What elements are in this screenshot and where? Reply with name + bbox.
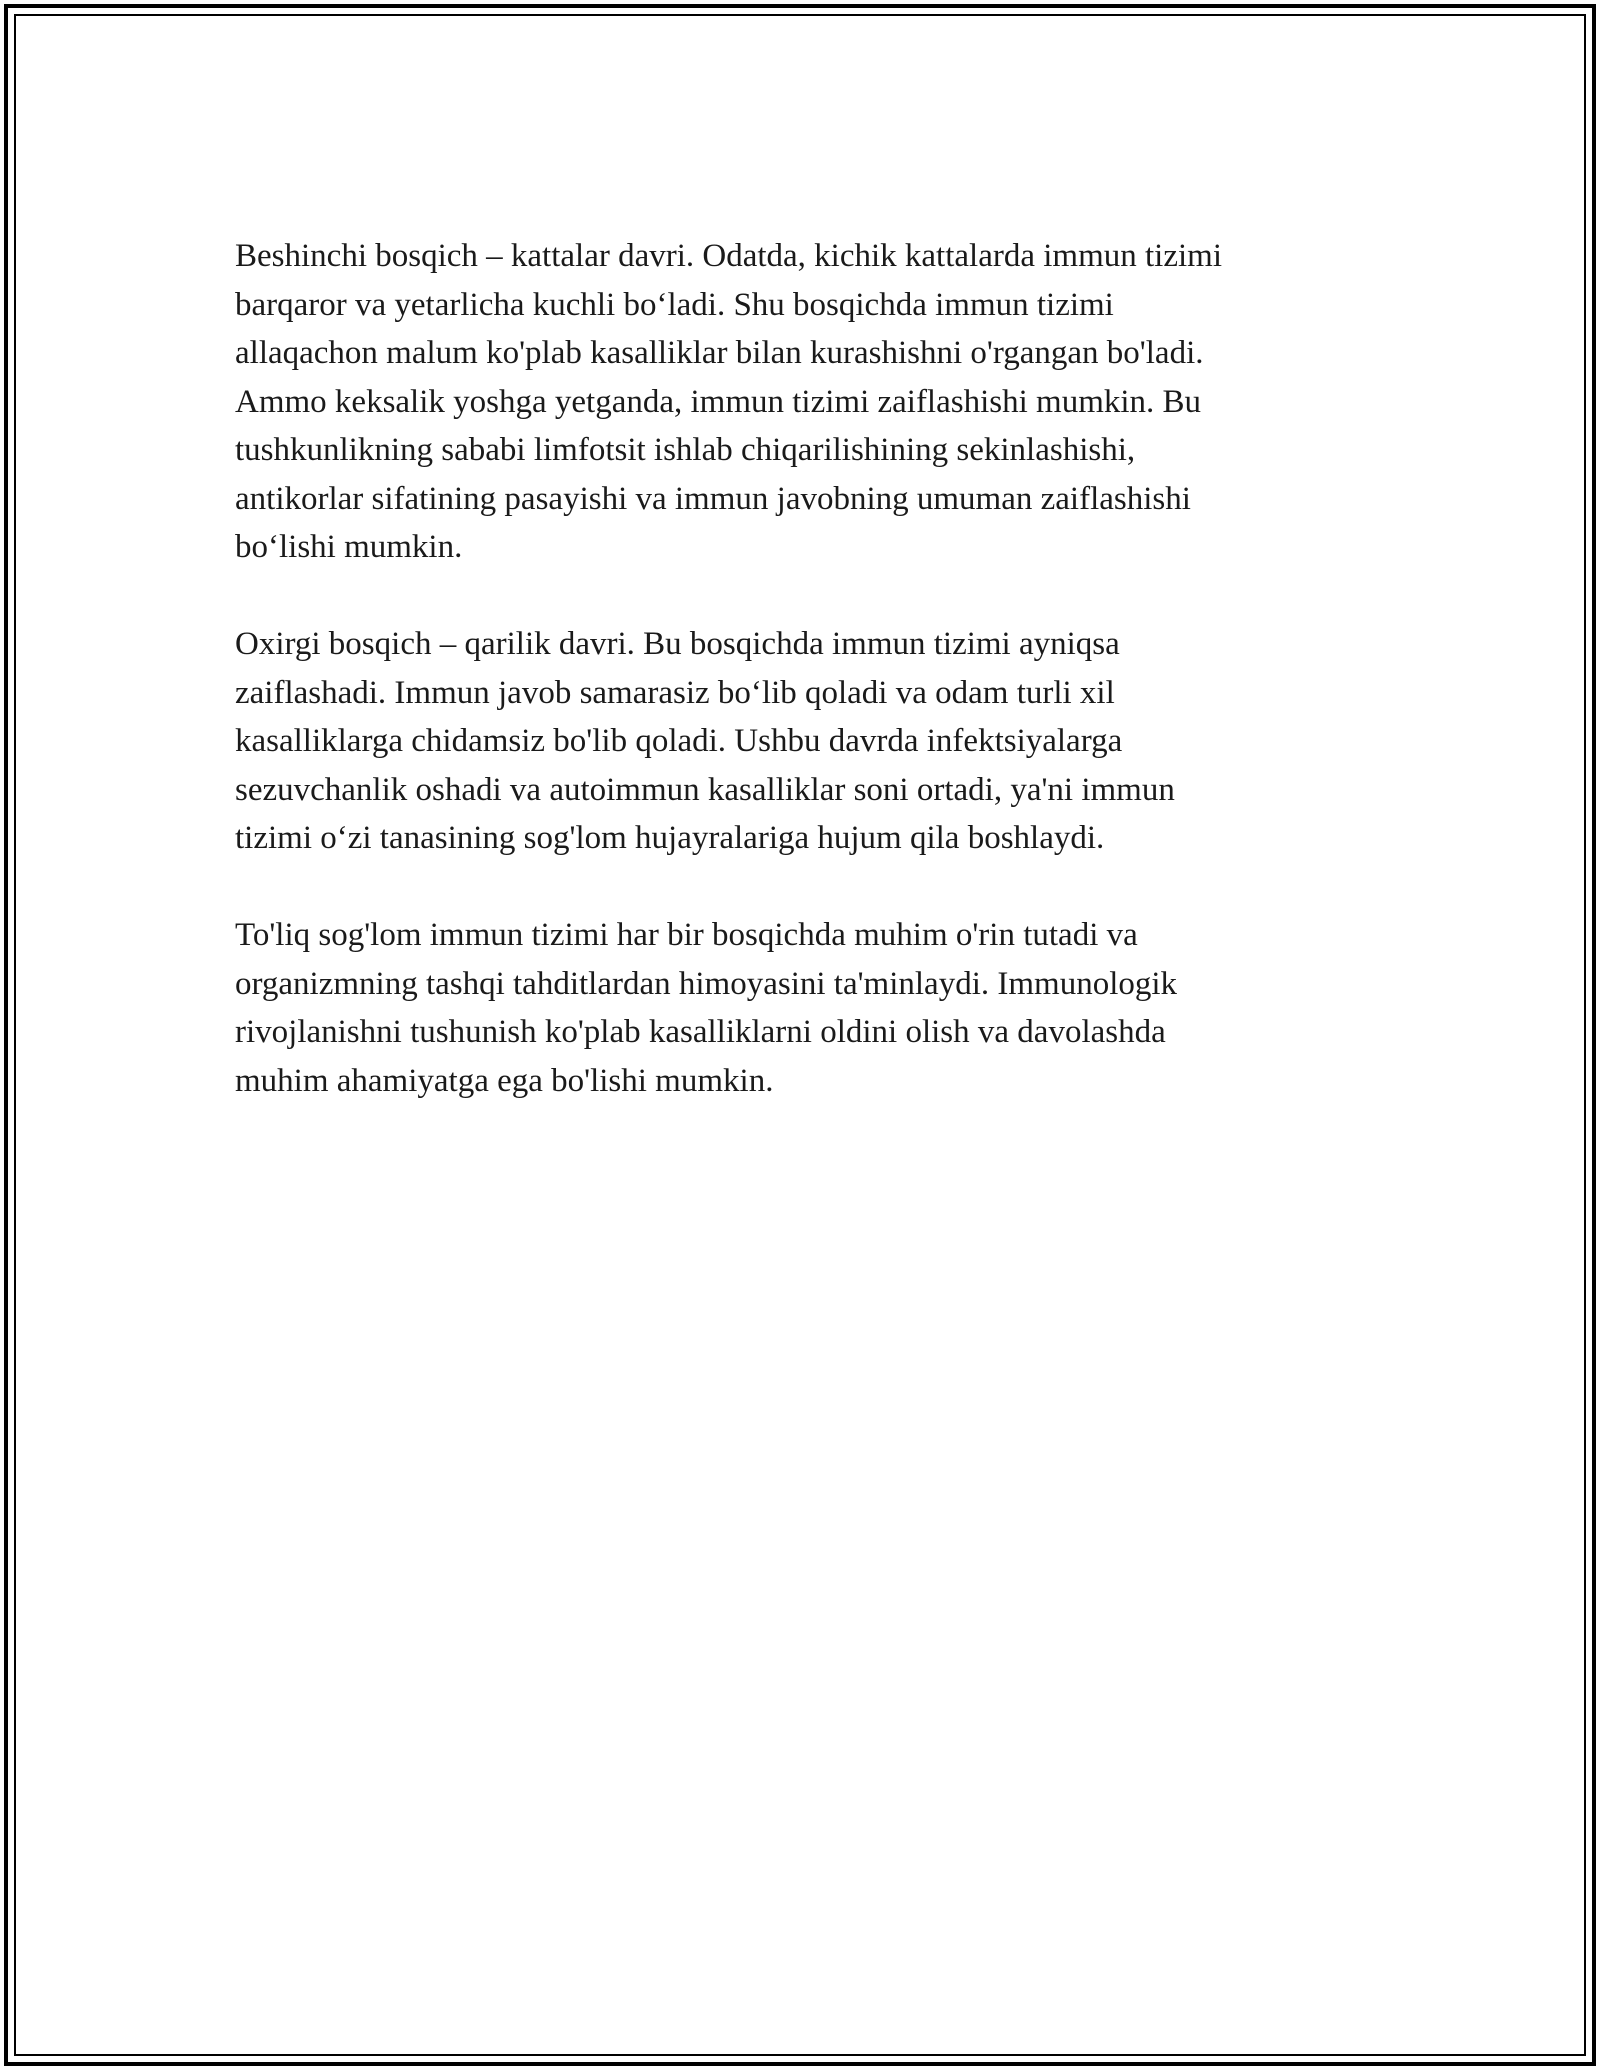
- paragraph-old-age: Oxirgi bosqich – qarilik davri. Bu bosqichda immun tizimi ayniqsa zaiflashadi. Immun javob samarasiz bo‘lib qoladi va odam turli xil kasalliklarga chidamsiz bo'lib qoladi. Ushbu davrda infektsiyalarga sezuvchanlik oshadi va autoimmun kasalliklar soni ortadi, ya'ni immun tizimi o‘zi tanasining sog'lom hujayralariga hujum qila boshlaydi.: [235, 626, 1175, 856]
- paragraph-conclusion: To'liq sog'lom immun tizimi har bir bosqichda muhim o'rin tutadi va organizmning tashqi tahditlardan himoyasini ta'minlaydi. Immunologik rivojlanishni tushunish ko'plab kasalliklarni oldini olish va davolashda muhim ahamiyatga ega bo'lishi mumkin.: [235, 917, 1178, 1099]
- document-body: [235, 232, 1355, 1154]
- paragraph-adulthood: Beshinchi bosqich – kattalar davri. Odatda, kichik kattalarda immun tizimi barqaror va yetarlicha kuchli bo‘ladi. Shu bosqichda immun tizimi allaqachon malum ko'plab kasalliklar bilan kurashishni o'rgangan bo'ladi. Ammo keksalik yoshga yetganda, immun tizimi zaiflashishi mumkin. Bu tushkunlikning sababi limfotsit ishlab chiqarilishining sekinlashishi, antikorlar sifatining pasayishi va immun javobning umuman zaiflashishi bo‘lishi mumkin.: [235, 238, 1222, 565]
